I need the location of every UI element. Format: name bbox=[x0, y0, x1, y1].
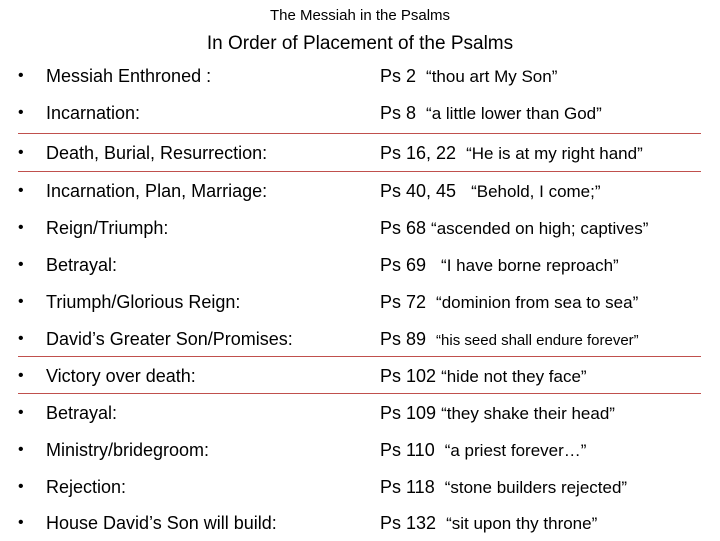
psalm-number: Ps 132 bbox=[380, 513, 437, 533]
psalm-number: Ps 16, 22 bbox=[380, 143, 457, 163]
psalm-reference bbox=[380, 140, 643, 167]
psalm-number: Ps 68 bbox=[380, 218, 427, 238]
psalm-quote: “a priest forever…” bbox=[444, 441, 587, 460]
topic-label: Reign/Triumph: bbox=[46, 218, 169, 238]
psalm-quote: “hide not they face” bbox=[441, 367, 587, 386]
psalm-number: Ps 72 bbox=[380, 292, 427, 312]
list-item bbox=[0, 247, 720, 283]
psalm-reference bbox=[380, 178, 601, 205]
list-item bbox=[0, 469, 720, 505]
topic-label: Ministry/bridegroom: bbox=[46, 440, 210, 460]
bullet-icon: • bbox=[18, 478, 24, 495]
bullet-icon: • bbox=[18, 219, 24, 236]
psalm-quote: “ascended on high; captives” bbox=[431, 219, 649, 238]
bullet-icon: • bbox=[18, 67, 24, 84]
topic-label: Incarnation, Plan, Marriage: bbox=[46, 181, 268, 201]
psalm-number: Ps 69 bbox=[380, 255, 427, 275]
psalm-quote: “He is at my right hand” bbox=[466, 144, 643, 163]
bullet-icon: • bbox=[18, 404, 24, 421]
psalm-quote: “they shake their head” bbox=[441, 404, 615, 423]
bullet-icon: • bbox=[18, 367, 24, 384]
bullet-icon: • bbox=[18, 104, 24, 121]
psalm-reference bbox=[380, 100, 602, 127]
psalm-quote: “a little lower than God” bbox=[426, 104, 602, 123]
list-item bbox=[0, 173, 720, 209]
psalm-reference bbox=[380, 326, 639, 354]
bullet-icon: • bbox=[18, 330, 24, 347]
psalm-reference bbox=[380, 215, 648, 242]
psalm-reference bbox=[380, 510, 597, 537]
list-item bbox=[0, 321, 720, 357]
psalm-reference bbox=[380, 63, 557, 90]
psalm-quote: “I have borne reproach” bbox=[441, 256, 619, 275]
psalm-quote: “sit upon thy throne” bbox=[446, 514, 598, 533]
divider bbox=[18, 171, 701, 172]
bullet-icon: • bbox=[18, 514, 24, 531]
divider bbox=[18, 393, 701, 394]
bullet-icon: • bbox=[18, 256, 24, 273]
psalm-number: Ps 102 bbox=[380, 366, 437, 386]
topic-label: Messiah Enthroned : bbox=[46, 66, 212, 86]
topic-label: Death, Burial, Resurrection: bbox=[46, 143, 268, 163]
psalm-number: Ps 89 bbox=[380, 329, 427, 349]
psalm-number: Ps 40, 45 bbox=[380, 181, 457, 201]
topic-label: Victory over death: bbox=[46, 366, 196, 386]
psalm-quote: “his seed shall endure forever” bbox=[436, 332, 639, 349]
list-item bbox=[0, 432, 720, 468]
psalm-number: Ps 2 bbox=[380, 66, 417, 86]
list-item bbox=[0, 358, 720, 394]
topic-label: Rejection: bbox=[46, 477, 127, 497]
list-item bbox=[0, 135, 720, 171]
list-item bbox=[0, 58, 720, 94]
list-item bbox=[0, 284, 720, 320]
psalm-reference bbox=[380, 437, 586, 464]
topic-label: Betrayal: bbox=[46, 255, 118, 275]
topic-label: Triumph/Glorious Reign: bbox=[46, 292, 241, 312]
psalm-reference bbox=[380, 252, 619, 279]
topic-label: Betrayal: bbox=[46, 403, 118, 423]
psalm-reference bbox=[380, 289, 638, 316]
slide-title: In Order of Placement of the Psalms bbox=[206, 33, 514, 54]
divider bbox=[18, 133, 701, 134]
psalm-quote: “thou art My Son” bbox=[426, 67, 558, 86]
slide-subtitle: The Messiah in the Psalms bbox=[269, 7, 451, 24]
bullet-icon: • bbox=[18, 182, 24, 199]
list-item bbox=[0, 395, 720, 431]
topic-label: House David’s Son will build: bbox=[46, 513, 277, 533]
psalm-number: Ps 110 bbox=[380, 440, 435, 460]
psalm-reference bbox=[380, 400, 615, 427]
topic-label: David’s Greater Son/Promises: bbox=[46, 329, 293, 349]
psalm-reference bbox=[380, 474, 627, 501]
psalm-number: Ps 8 bbox=[380, 103, 417, 123]
list-item bbox=[0, 95, 720, 131]
topic-label: Incarnation: bbox=[46, 103, 141, 123]
bullet-icon: • bbox=[18, 293, 24, 310]
psalm-quote: “dominion from sea to sea” bbox=[436, 293, 639, 312]
list-item bbox=[0, 505, 720, 541]
psalm-reference bbox=[380, 363, 587, 390]
bullet-icon: • bbox=[18, 441, 24, 458]
psalm-quote: “Behold, I come;” bbox=[471, 182, 601, 201]
psalm-number: Ps 118 bbox=[380, 477, 435, 497]
divider bbox=[18, 356, 701, 357]
bullet-icon: • bbox=[18, 144, 24, 161]
psalm-number: Ps 109 bbox=[380, 403, 437, 423]
psalm-quote: “stone builders rejected” bbox=[444, 478, 628, 497]
list-item bbox=[0, 210, 720, 246]
